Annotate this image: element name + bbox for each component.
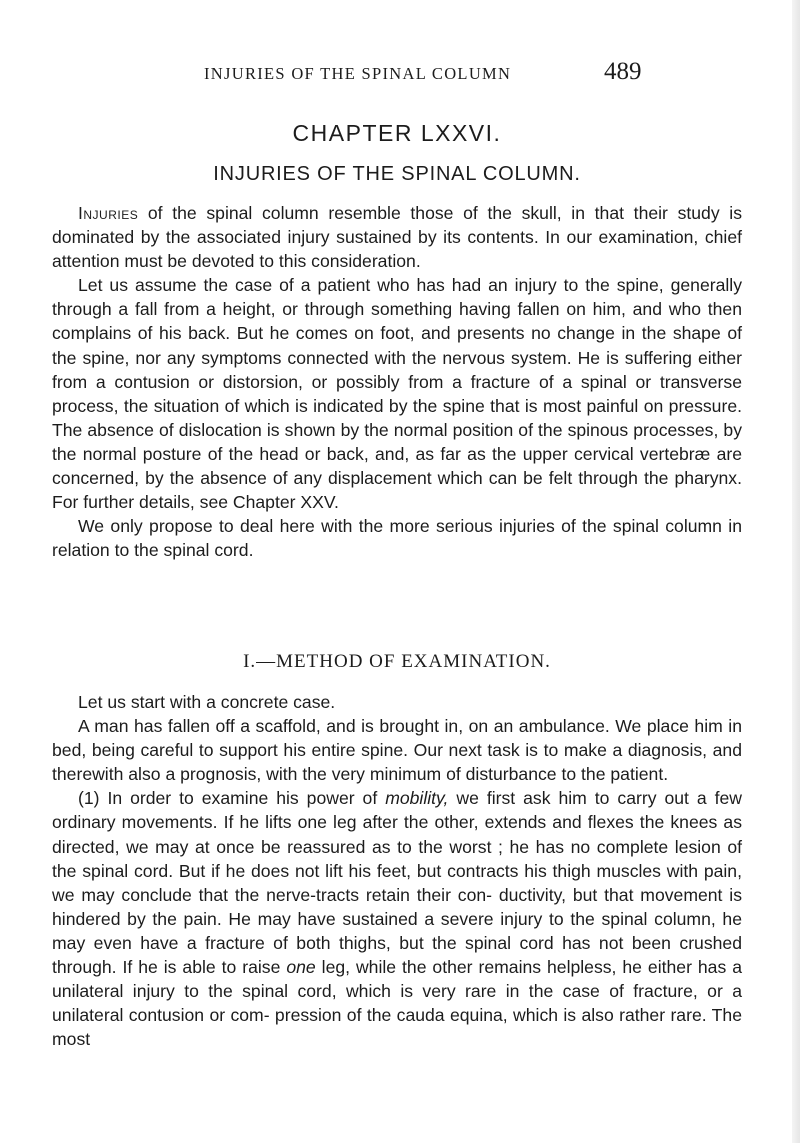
chapter-number: CHAPTER LXXVI. (292, 120, 502, 146)
section-heading: I.—METHOD OF EXAMINATION. (243, 651, 551, 672)
intro-text (52, 201, 742, 562)
paragraph: A man has fallen off a scaffold, and is brought in, on an ambulance. We place him in bed, being careful to support his entire spine. Our next task is to make a diagnosis, and therewith also a prognosis, with the very minimum of disturbance to the patient. (52, 716, 742, 785)
paragraph-text: leg, while the other remains helpless, he either has a unilateral injury to the spinal cord, which is very rare in the case of fracture, or a unilateral contusion or com- pression of the cauda equina, which is also rather rare. The most (52, 957, 742, 1050)
running-header (52, 58, 742, 92)
paragraph-text: of the spinal column resemble those of the skull, in that their study is dominated by the associated injury sustained by its contents. In our examination, chief attention must be devoted to this consideration. (52, 203, 742, 272)
section-text (52, 690, 742, 1051)
italic-term: mobility, (385, 788, 449, 809)
paragraph: We only propose to deal here with the more serious injuries of the spinal column in relation to the spinal cord. (52, 516, 742, 561)
paragraph: Let us assume the case of a patient who has had an injury to the spine, generally through a fall from a height, or through something having fallen on him, and who then complains of his back. But he comes on foot, and presents no change in the shape of the spine, nor any symptoms connected with the nervous system. He is suffering either from a contusion or distorsion, or possibly from a fracture of a spinal or transverse process, the situation of which is indicated by the spine that is most painful on pressure. The absence of dislocation is shown by the normal position of the spinous processes, by the normal posture of the head or back, and, as far as the upper cervical vertebræ are concerned, by the absence of any displacement which can be felt through the pharynx. For further details, see Chapter XXV. (52, 275, 742, 513)
italic-term: one (286, 957, 316, 978)
paragraph (52, 786, 742, 1051)
chapter-title: INJURIES OF THE SPINAL COLUMN. (213, 163, 581, 185)
lead-word: Injuries (78, 203, 139, 223)
page-edge (792, 0, 800, 1143)
running-title: INJURIES OF THE SPINAL COLUMN (204, 64, 512, 83)
paragraph: Let us start with a concrete case. (78, 692, 336, 712)
page-number: 489 (604, 58, 642, 85)
paragraph-text: (1) In order to examine his power of (78, 788, 386, 809)
paragraph (52, 201, 742, 273)
paragraph-text: we first ask him to carry out a few ordinary movements. If he lifts one leg after the other, extends and flexes the knees as directed, we may at once be reassured as to the worst ; he has no complete lesion of the spinal cord. But if he does not lift his feet, but contracts his thigh muscles with pain, we may conclude that the nerve-tracts retain their con- ductivity, but that movement is hindered by the pain. He may have sustained a severe injury to the spinal column, he may even have a fracture of both thighs, but the spinal cord has not been crushed through. If he is able to raise (52, 788, 742, 978)
